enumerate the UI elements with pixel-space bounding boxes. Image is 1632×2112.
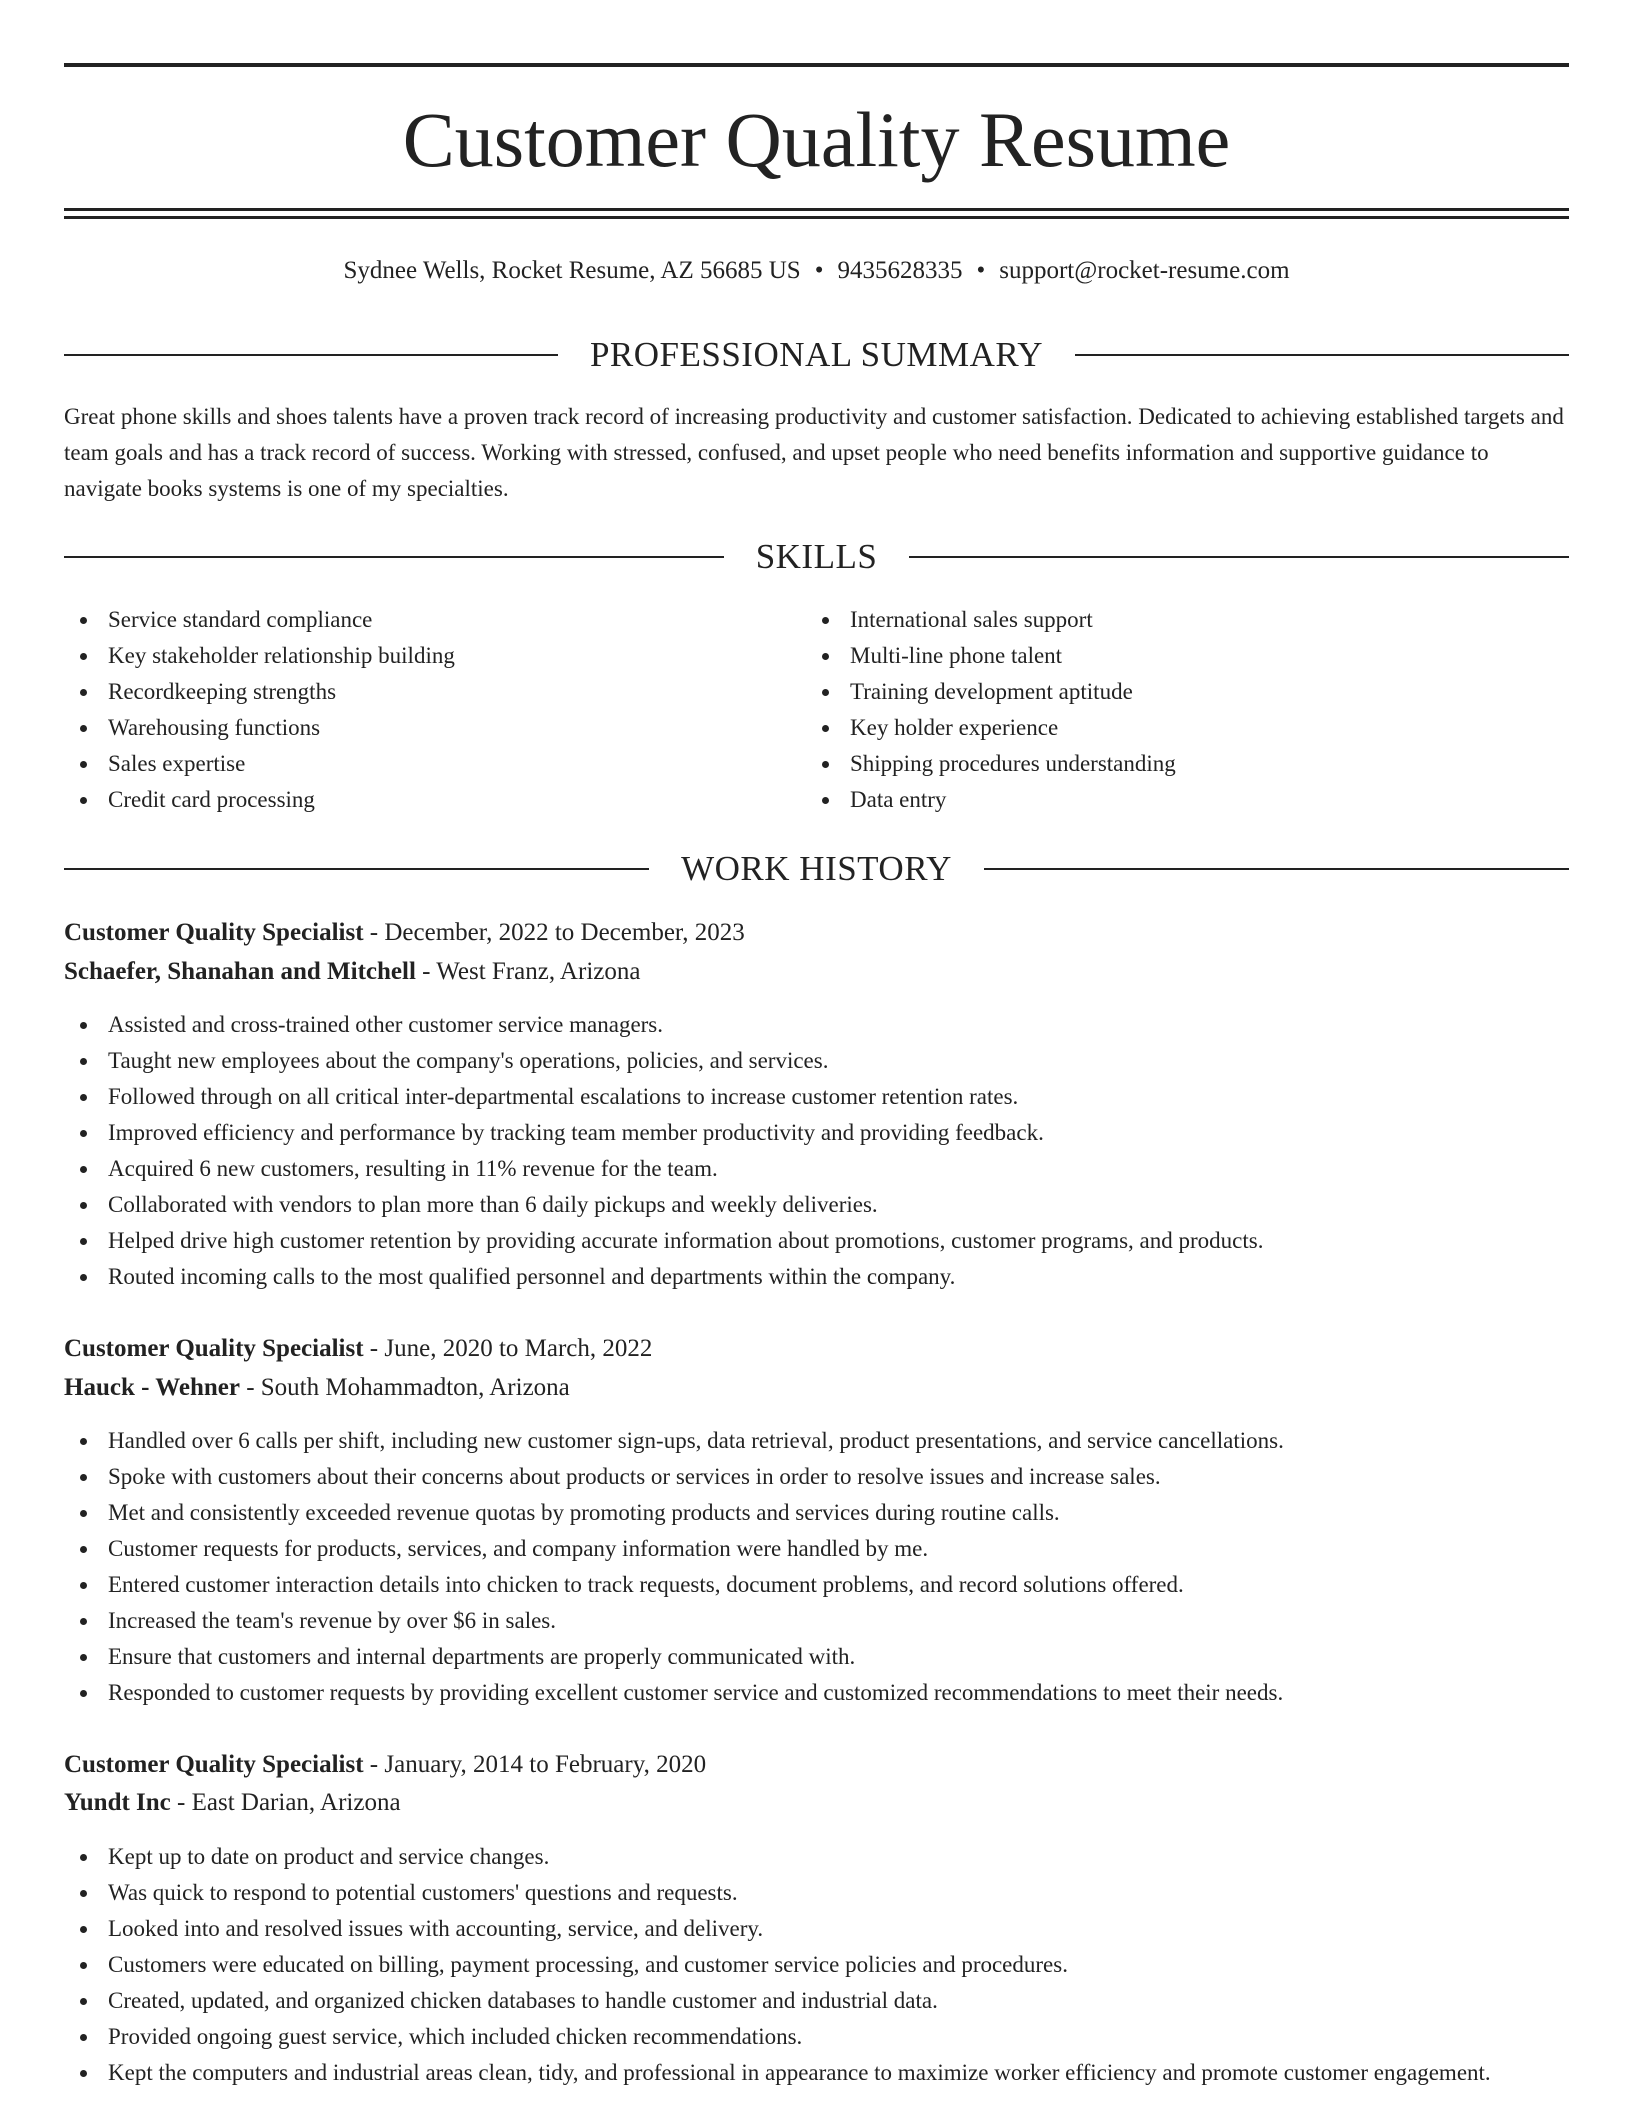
skill-item: Service standard compliance <box>64 602 764 638</box>
job-title-line <box>64 915 745 951</box>
job-location: - South Mohammadton, Arizona <box>239 1374 570 1401</box>
contact-email: support@rocket-resume.com <box>999 257 1290 284</box>
heading-rule <box>1075 354 1569 356</box>
skill-item: International sales support <box>806 602 1506 638</box>
job-company: Yundt Inc <box>64 1789 171 1816</box>
job-bullet: Created, updated, and organized chicken databases to handle customer and industrial data. <box>64 1983 1569 2019</box>
skill-item: Warehousing functions <box>64 710 764 746</box>
skill-item: Credit card processing <box>64 782 764 818</box>
job-title: Customer Quality Specialist <box>64 1751 364 1778</box>
contact-separator: • <box>814 257 824 284</box>
job-bullet: Provided ongoing guest service, which included chicken recommendations. <box>64 2019 1569 2055</box>
job-company: Schaefer, Shanahan and Mitchell <box>64 958 416 985</box>
skill-item: Sales expertise <box>64 746 764 782</box>
job-location: - West Franz, Arizona <box>415 958 641 985</box>
job-bullets <box>64 1839 1569 2091</box>
job-title: Customer Quality Specialist <box>64 919 364 946</box>
job-bullet: Customers were educated on billing, payment processing, and customer service policies and procedures. <box>64 1947 1569 1983</box>
contact-address: Sydnee Wells, Rocket Resume, AZ 56685 US <box>343 257 801 284</box>
job-bullet: Customer requests for products, services, and company information were handled by me. <box>64 1531 1569 1567</box>
job-bullets <box>64 1007 1569 1295</box>
contact-line <box>64 255 1569 287</box>
document-title: Customer Quality Resume <box>402 96 1231 183</box>
title-rule-lower <box>64 216 1569 219</box>
skills-list-left <box>64 602 764 818</box>
job-location: - East Darian, Arizona <box>170 1789 401 1816</box>
contact-separator: • <box>976 257 986 284</box>
job-bullet: Collaborated with vendors to plan more than 6 daily pickups and weekly deliveries. <box>64 1187 1569 1223</box>
job-title-line <box>64 1331 652 1367</box>
job-bullet: Ensure that customers and internal departments are properly communicated with. <box>64 1639 1569 1675</box>
skill-item: Data entry <box>806 782 1506 818</box>
job-company-line <box>64 1370 570 1406</box>
job-bullet: Helped drive high customer retention by providing accurate information about promotions, customer programs, and products. <box>64 1223 1569 1259</box>
job-bullet: Responded to customer requests by providing excellent customer service and customized recommendations to meet their needs. <box>64 1675 1569 1711</box>
section-heading-label: SKILLS <box>755 537 878 576</box>
heading-rule <box>984 868 1569 870</box>
job-company: Hauck - Wehner <box>64 1374 240 1401</box>
title-rule-upper <box>64 208 1569 211</box>
job-company-line <box>64 1785 401 1821</box>
job-bullet: Increased the team's revenue by over $6 in sales. <box>64 1603 1569 1639</box>
job-bullet: Followed through on all critical inter-departmental escalations to increase customer retention rates. <box>64 1079 1569 1115</box>
section-heading-label: WORK HISTORY <box>681 849 952 888</box>
section-heading-skills <box>64 536 1569 578</box>
section-heading-work-history <box>64 848 1569 890</box>
job-bullet: Handled over 6 calls per shift, including new customer sign-ups, data retrieval, product presentations, and service cancellations. <box>64 1423 1569 1459</box>
skill-item: Training development aptitude <box>806 674 1506 710</box>
skill-item: Multi-line phone talent <box>806 638 1506 674</box>
job-bullet: Acquired 6 new customers, resulting in 11% revenue for the team. <box>64 1151 1569 1187</box>
skill-item: Recordkeeping strengths <box>64 674 764 710</box>
top-rule <box>64 63 1569 67</box>
job-bullet: Kept the computers and industrial areas clean, tidy, and professional in appearance to maximize worker efficiency and promote customer engagement. <box>64 2055 1569 2091</box>
skill-item: Key stakeholder relationship building <box>64 638 764 674</box>
job-dates: - December, 2022 to December, 2023 <box>363 919 745 946</box>
heading-rule <box>64 354 558 356</box>
job-bullets <box>64 1423 1569 1711</box>
job-bullet: Routed incoming calls to the most qualified personnel and departments within the company. <box>64 1259 1569 1295</box>
job-title: Customer Quality Specialist <box>64 1335 364 1362</box>
job-bullet: Spoke with customers about their concerns about products or services in order to resolve issues and increase sales. <box>64 1459 1569 1495</box>
section-heading-label: PROFESSIONAL SUMMARY <box>589 335 1044 374</box>
section-heading-summary <box>64 334 1569 376</box>
job-bullet: Kept up to date on product and service changes. <box>64 1839 1569 1875</box>
job-bullet: Taught new employees about the company's operations, policies, and services. <box>64 1043 1569 1079</box>
job-bullet: Improved efficiency and performance by tracking team member productivity and providing feedback. <box>64 1115 1569 1151</box>
job-title-line <box>64 1747 706 1783</box>
job-bullet: Met and consistently exceeded revenue quotas by promoting products and services during routine calls. <box>64 1495 1569 1531</box>
heading-rule <box>64 556 724 558</box>
heading-rule <box>909 556 1569 558</box>
job-bullet: Entered customer interaction details into chicken to track requests, document problems, and record solutions offered. <box>64 1567 1569 1603</box>
skill-item: Shipping procedures understanding <box>806 746 1506 782</box>
contact-phone: 9435628335 <box>837 257 963 284</box>
summary-paragraph: Great phone skills and shoes talents have a proven track record of increasing productivity and customer satisfaction. Dedicated to achieving established targets and team goals and has a track record of success. Working with stressed, confused, and upset people who need benefits information and supportive guidance to navigate books systems is one of my specialties. <box>64 404 1564 501</box>
heading-rule <box>64 868 649 870</box>
skill-item: Key holder experience <box>806 710 1506 746</box>
job-bullet: Was quick to respond to potential customers' questions and requests. <box>64 1875 1569 1911</box>
skills-list-right <box>806 602 1506 818</box>
job-dates: - June, 2020 to March, 2022 <box>363 1335 653 1362</box>
job-bullet: Assisted and cross-trained other customer service managers. <box>64 1007 1569 1043</box>
job-company-line <box>64 954 640 990</box>
job-bullet: Looked into and resolved issues with accounting, service, and delivery. <box>64 1911 1569 1947</box>
job-dates: - January, 2014 to February, 2020 <box>363 1751 707 1778</box>
